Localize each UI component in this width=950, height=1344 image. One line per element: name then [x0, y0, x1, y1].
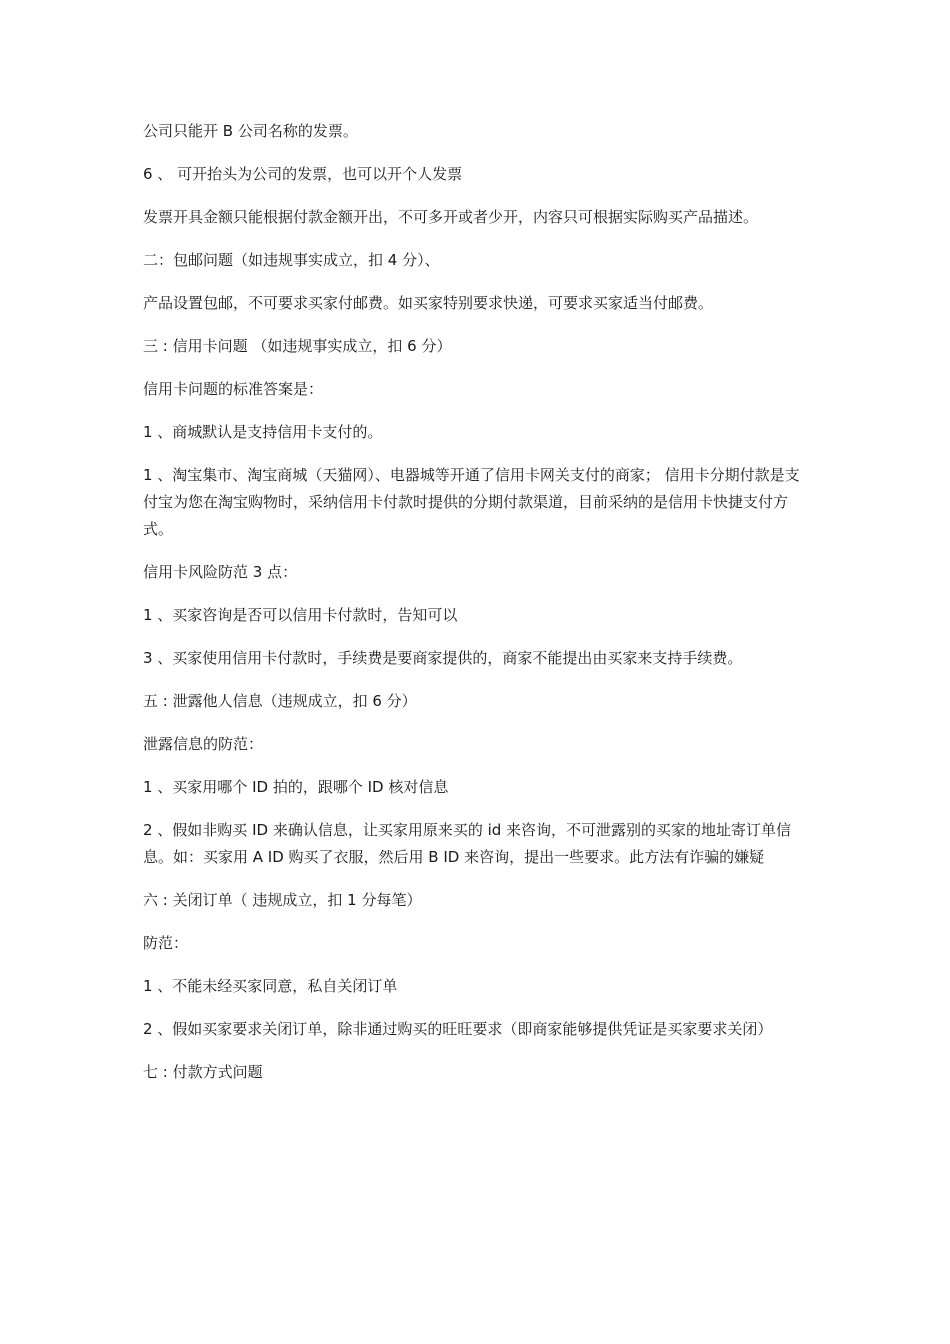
paragraph: 防范：	[143, 934, 189, 952]
list-item: 1 、淘宝集市、淘宝商城（天猫网）、电器城等开通了信用卡网关支付的商家； 信用卡分期付款是支付宝为您在淘宝购物时，采纳信用卡付款时提供的分期付款渠道，目前采纳的是信用卡快捷支付方式。	[143, 466, 800, 538]
paragraph: 泄露信息的防范：	[143, 735, 264, 753]
paragraph: 信用卡问题的标准答案是：	[143, 380, 324, 398]
paragraph: 产品设置包邮，不可要求买家付邮费。如买家特别要求快递，可要求买家适当付邮费。	[143, 294, 714, 312]
paragraph: 6 、 可开抬头为公司的发票，也可以开个人发票	[143, 165, 463, 183]
section-heading: 三 : 信用卡问题 （如违规事实成立，扣 6 分）	[143, 337, 452, 355]
list-item: 1 、买家用哪个 ID 拍的，跟哪个 ID 核对信息	[143, 778, 449, 796]
section-heading: 五 : 泄露他人信息（违规成立，扣 6 分）	[143, 692, 417, 710]
paragraph: 发票开具金额只能根据付款金额开出，不可多开或者少开，内容只可根据实际购买产品描述。	[143, 208, 759, 226]
list-item: 3 、买家使用信用卡付款时，手续费是要商家提供的，商家不能提出由买家来支持手续费。	[143, 649, 743, 667]
document-body	[143, 118, 813, 1102]
list-item: 2 、假如买家要求关闭订单，除非通过购买的旺旺要求（即商家能够提供凭证是买家要求关闭）	[143, 1020, 773, 1038]
section-heading: 六 : 关闭订单（ 违规成立，扣 1 分每笔）	[143, 891, 422, 909]
list-item: 1 、商城默认是支持信用卡支付的。	[143, 423, 383, 441]
list-item: 1 、不能未经买家同意，私自关闭订单	[143, 977, 398, 995]
list-item: 2 、假如非购买 ID 来确认信息，让买家用原来买的 id 来咨询，不可泄露别的买家的地址寄订单信息。如：买家用 A ID 购买了衣服，然后用 B ID 来咨询，提出一些要求。此方法有诈骗的嫌疑	[143, 821, 792, 866]
section-heading: 二：包邮问题（如违规事实成立，扣 4 分）、	[143, 251, 440, 269]
section-heading: 七 : 付款方式问题	[143, 1063, 263, 1081]
paragraph: 信用卡风险防范 3 点：	[143, 563, 298, 581]
list-item: 1 、买家咨询是否可以信用卡付款时，告知可以	[143, 606, 458, 624]
paragraph: 公司只能开 B 公司名称的发票。	[143, 122, 358, 140]
